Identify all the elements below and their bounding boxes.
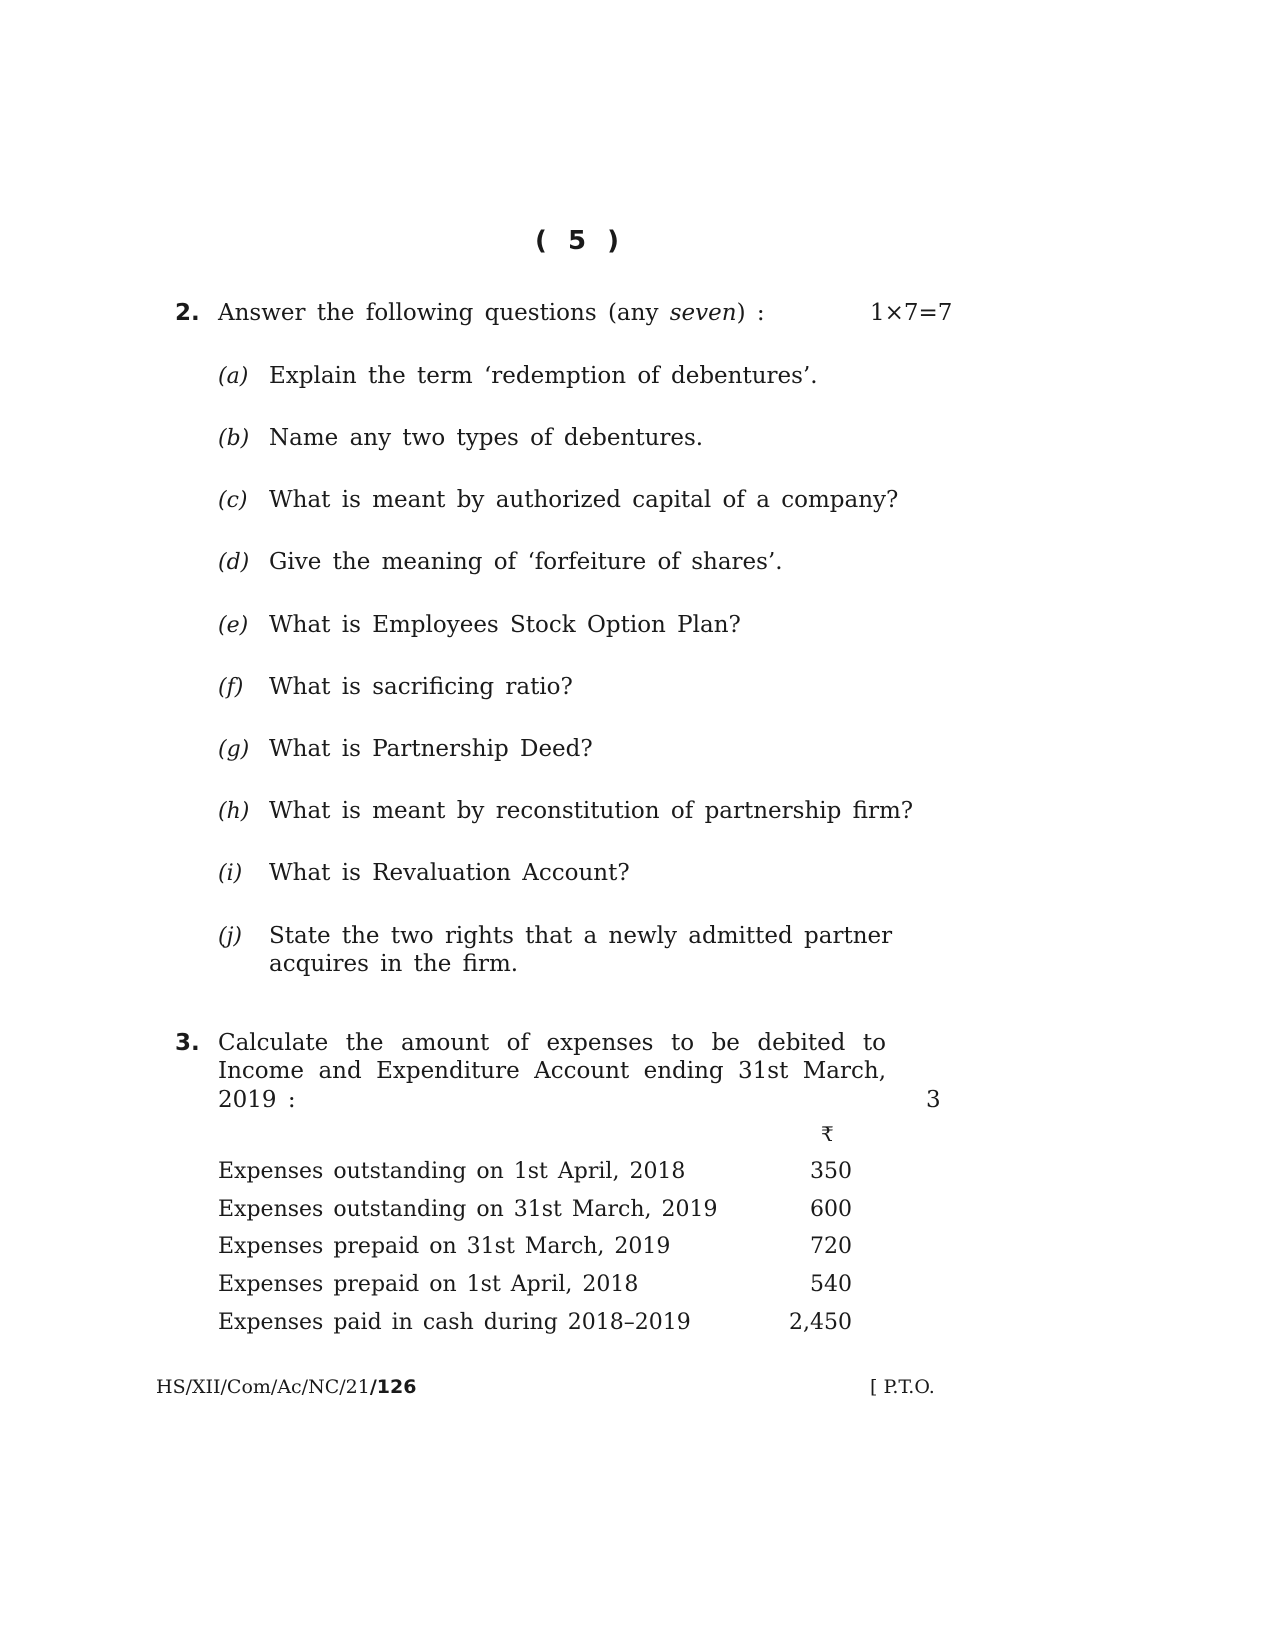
footer-pto: [ P.T.O. [870, 1376, 935, 1398]
q2-item-g-text: What is Partnership Deed? [269, 736, 593, 762]
expense-row-label: Expenses prepaid on 31st March, 2019 [218, 1234, 671, 1259]
q2-item-j-text-line1: State the two rights that a newly admitted partner [269, 923, 893, 949]
q2-item-e-text: What is Employees Stock Option Plan? [269, 612, 741, 638]
question-2-text-after: ) : [736, 300, 765, 326]
question-3-line2: Income and Expenditure Account ending 31st March, [218, 1058, 886, 1084]
expense-row-label: Expenses paid in cash during 2018–2019 [218, 1310, 691, 1335]
q2-item-d-text: Give the meaning of ‘forfeiture of shares’. [269, 549, 783, 575]
question-3-line3: 2019 : [218, 1087, 296, 1113]
expense-row-label: Expenses outstanding on 31st March, 2019 [218, 1197, 718, 1222]
q2-item-i-text: What is Revaluation Account? [269, 860, 630, 886]
q2-item-a-label: (a) [218, 364, 249, 389]
q2-item-f-label: (f) [218, 675, 244, 700]
question-2-text [218, 300, 765, 326]
question-3-marks: 3 [926, 1087, 941, 1113]
q2-item-d-label: (d) [218, 550, 250, 575]
footer-code-bold: /126 [369, 1376, 417, 1398]
q2-item-a-text: Explain the term ‘redemption of debentures’. [269, 363, 818, 389]
question-2-number: 2. [175, 300, 200, 326]
q2-item-j-label: (j) [218, 924, 242, 949]
q2-item-b-label: (b) [218, 426, 250, 451]
question-3-line1: Calculate the amount of expenses to be debited to [218, 1030, 886, 1056]
question-2-marks: 1×7=7 [870, 300, 953, 326]
rupee-symbol: ₹ [821, 1122, 834, 1146]
q2-item-j-text-line2: acquires in the firm. [269, 951, 519, 977]
expense-row-amount: 2,450 [789, 1310, 852, 1335]
q2-item-h-label: (h) [218, 799, 250, 824]
footer-paper-code [156, 1376, 416, 1398]
q2-item-e-label: (e) [218, 613, 249, 638]
expense-row-label: Expenses outstanding on 1st April, 2018 [218, 1159, 686, 1184]
q2-item-c-text: What is meant by authorized capital of a company? [269, 487, 899, 513]
expense-row-amount: 540 [810, 1272, 852, 1297]
q2-item-h-text: What is meant by reconstitution of partnership firm? [269, 798, 914, 824]
question-2-text-before: Answer the following questions (any [218, 300, 670, 326]
q2-item-c-label: (c) [218, 488, 248, 513]
q2-item-g-label: (g) [218, 737, 250, 762]
expense-row-amount: 600 [810, 1197, 852, 1222]
page-number: ( 5 ) [535, 226, 625, 256]
expense-row-label: Expenses prepaid on 1st April, 2018 [218, 1272, 639, 1297]
question-2-text-italic: seven [669, 300, 737, 326]
expense-row-amount: 350 [810, 1159, 852, 1184]
expense-row-amount: 720 [810, 1234, 852, 1259]
q2-item-f-text: What is sacrificing ratio? [269, 674, 573, 700]
q2-item-b-text: Name any two types of debentures. [269, 425, 704, 451]
question-3-number: 3. [175, 1030, 200, 1056]
footer-code-prefix: HS/XII/Com/Ac/NC/21 [156, 1376, 370, 1398]
q2-item-i-label: (i) [218, 861, 243, 886]
